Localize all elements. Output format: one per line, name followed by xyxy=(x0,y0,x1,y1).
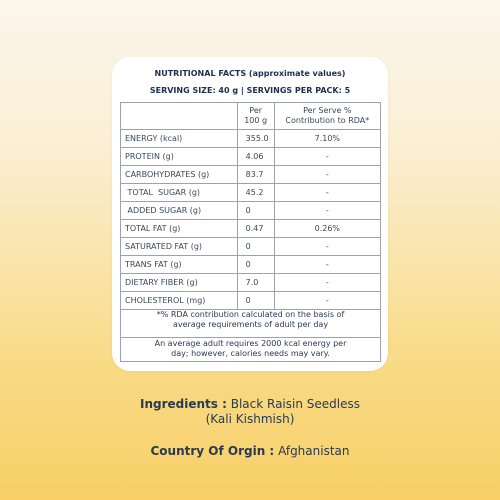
rda-value: - xyxy=(274,238,380,256)
per100-value: 4.06 xyxy=(237,148,274,166)
rda-note xyxy=(120,308,381,338)
nutrition-title: NUTRITIONAL FACTS (approximate values) xyxy=(154,69,346,78)
nutrition-facts-card xyxy=(112,57,388,371)
table-row xyxy=(121,256,381,274)
rda-value: 7.10% xyxy=(274,130,380,148)
nutrient-name: ENERGY (kcal) xyxy=(121,130,238,148)
header-nutrient xyxy=(121,103,238,130)
nutrient-name: DIETARY FIBER (g) xyxy=(121,274,238,292)
nutrient-name: ADDED SUGAR (g) xyxy=(121,202,238,220)
nutrient-name: TOTAL FAT (g) xyxy=(121,220,238,238)
nutrient-name: TOTAL SUGAR (g) xyxy=(121,184,238,202)
ingredients-value-line1: Black Raisin Seedless xyxy=(230,397,360,411)
per100-value: 83.7 xyxy=(237,166,274,184)
energy-note-line2: day; however, calories needs may vary. xyxy=(171,349,330,358)
rda-value: - xyxy=(274,202,380,220)
header-per100 xyxy=(237,103,274,130)
table-header-row xyxy=(121,103,381,130)
header-rda xyxy=(274,103,380,130)
rda-value: - xyxy=(274,292,380,310)
nutrient-name: SATURATED FAT (g) xyxy=(121,238,238,256)
header-rda-line1: Per Serve % xyxy=(303,106,352,115)
rda-note-line1: *% RDA contribution calculated on the basis of xyxy=(156,310,345,319)
rda-value: - xyxy=(274,184,380,202)
header-per100-line2: 100 g xyxy=(244,116,268,125)
header-rda-line2: Contribution to RDA* xyxy=(285,116,370,125)
per100-value: 0 xyxy=(237,256,274,274)
rda-note-line2: average requirements of adult per day xyxy=(172,320,329,329)
header-per100-line1: Per xyxy=(249,106,263,115)
energy-note-line1: An average adult requires 2000 kcal energy per xyxy=(154,339,347,348)
ingredients-value-line2: (Kali Kishmish) xyxy=(205,412,295,426)
nutrition-table xyxy=(120,102,381,310)
ingredients xyxy=(0,397,500,427)
rda-value: - xyxy=(274,148,380,166)
per100-value: 0.47 xyxy=(237,220,274,238)
nutrient-name: PROTEIN (g) xyxy=(121,148,238,166)
origin-value: Afghanistan xyxy=(278,444,350,458)
rda-value: 0.26% xyxy=(274,220,380,238)
table-row xyxy=(121,220,381,238)
per100-value: 0 xyxy=(237,202,274,220)
nutrient-name: TRANS FAT (g) xyxy=(121,256,238,274)
nutrient-name: CHOLESTEROL (mg) xyxy=(121,292,238,310)
table-row xyxy=(121,274,381,292)
table-row xyxy=(121,238,381,256)
per100-value: 7.0 xyxy=(237,274,274,292)
table-row xyxy=(121,148,381,166)
table-row xyxy=(121,184,381,202)
nutrient-name: CARBOHYDRATES (g) xyxy=(121,166,238,184)
rda-value: - xyxy=(274,256,380,274)
origin-label: Country Of Orgin : xyxy=(150,444,275,458)
country-of-origin xyxy=(0,444,500,458)
energy-note xyxy=(120,338,381,362)
serving-size: SERVING SIZE: 40 g | SERVINGS PER PACK: 5 xyxy=(149,86,351,95)
ingredients-label: Ingredients : xyxy=(139,397,227,411)
per100-value: 45.2 xyxy=(237,184,274,202)
per100-value: 0 xyxy=(237,292,274,310)
table-row xyxy=(121,292,381,310)
per100-value: 0 xyxy=(237,238,274,256)
rda-value: - xyxy=(274,274,380,292)
table-row xyxy=(121,166,381,184)
table-row xyxy=(121,130,381,148)
per100-value: 355.0 xyxy=(237,130,274,148)
rda-value: - xyxy=(274,166,380,184)
table-row xyxy=(121,202,381,220)
